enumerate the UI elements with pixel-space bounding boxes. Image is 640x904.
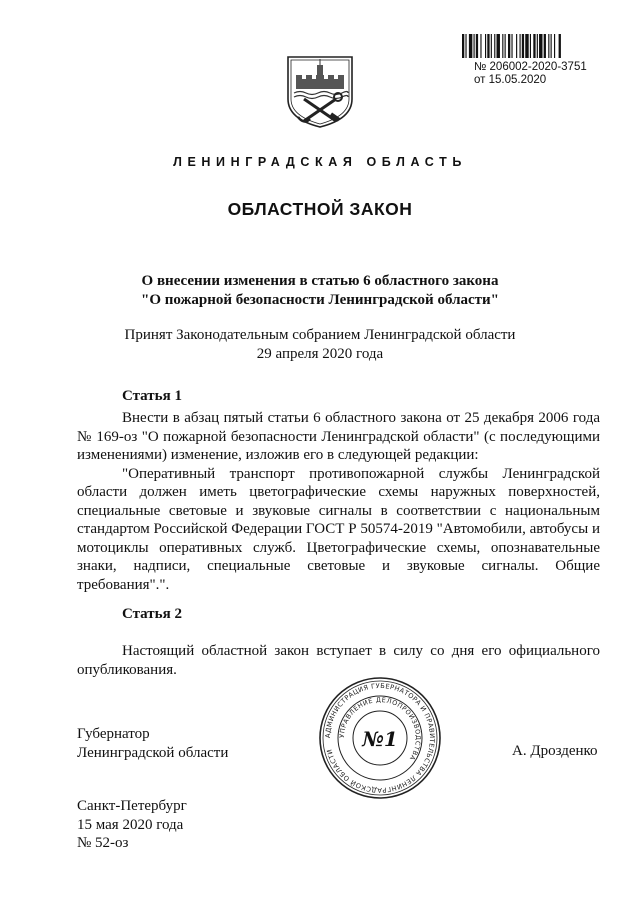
adoption-date: 29 апреля 2020 года (256, 345, 384, 362)
law-title (40, 272, 600, 310)
signatory-name: А. Дрозденко (512, 743, 598, 759)
document-type-heading: ОБЛАСТНОЙ ЗАКОН (227, 199, 413, 219)
signatory-title-line: Ленинградской области (77, 744, 229, 761)
signatory-title-line: Губернатор (77, 726, 150, 742)
seal-inner-text: УПРАВЛЕНИЕ ДЕЛОПРОИЗВОДСТВА (337, 695, 423, 763)
law-title-line: "О пожарной безопасности Ленинградской области" (141, 292, 499, 308)
article-2-body (77, 642, 600, 679)
article-1-quoted-paragraph: "Оперативный транспорт противопожарной службы Ленинградской области должен иметь цветографические схемы наружных поверхностей, специальные световые и звуковые сигналы в соответствии с национальным стандартом Российской Федерации ГОСТ Р 50574-2019 "Автомобили, автобусы и мотоциклы оперативных служб. Цветографические схемы, опознавательные знаки, надписи, специальные световые и звуковые сигналы. Общие требования".". (77, 465, 600, 593)
article-1-body (77, 409, 600, 594)
seal-ring-text: АДМИНИСТРАЦИЯ ГУБЕРНАТОРА И ПРАВИТЕЛЬСТВА ЛЕНИНГРАДСКОЙ ОБЛАСТИ (323, 681, 437, 795)
signing-details (77, 797, 187, 853)
region-heading: ЛЕНИНГРАДСКАЯ ОБЛАСТЬ (173, 155, 467, 169)
registration-date: от 15.05.2020 (474, 74, 547, 86)
article-2-paragraph: Настоящий областной закон вступает в силу со дня его официального опубликования. (77, 643, 600, 678)
article-1-heading: Статья 1 (122, 388, 182, 404)
article-1-paragraph: Внести в абзац пятый статьи 6 областного закона от 25 декабря 2006 года № 169-оз "О пожарной безопасности Ленинградской области" (с последующими изменениями) изменение, изложив его в следующей редакции: (77, 410, 600, 463)
barcode (462, 34, 602, 58)
official-seal (318, 676, 442, 800)
adoption-line: Принят Законодательным собранием Ленинградской области (124, 327, 516, 343)
signing-city: Санкт-Петербург (77, 798, 187, 814)
signatory-title (77, 725, 228, 762)
signing-date: 15 мая 2020 года (77, 816, 184, 833)
seal-number: №1 (362, 727, 398, 751)
coat-of-arms-icon (284, 55, 356, 129)
adoption-statement (40, 326, 600, 363)
registration-number: № 206002-2020-3751 (474, 61, 587, 73)
law-title-line: О внесении изменения в статью 6 областного закона (141, 273, 499, 289)
registration-block (474, 61, 587, 87)
law-number: № 52-оз (77, 835, 129, 851)
article-2-heading: Статья 2 (122, 606, 182, 622)
